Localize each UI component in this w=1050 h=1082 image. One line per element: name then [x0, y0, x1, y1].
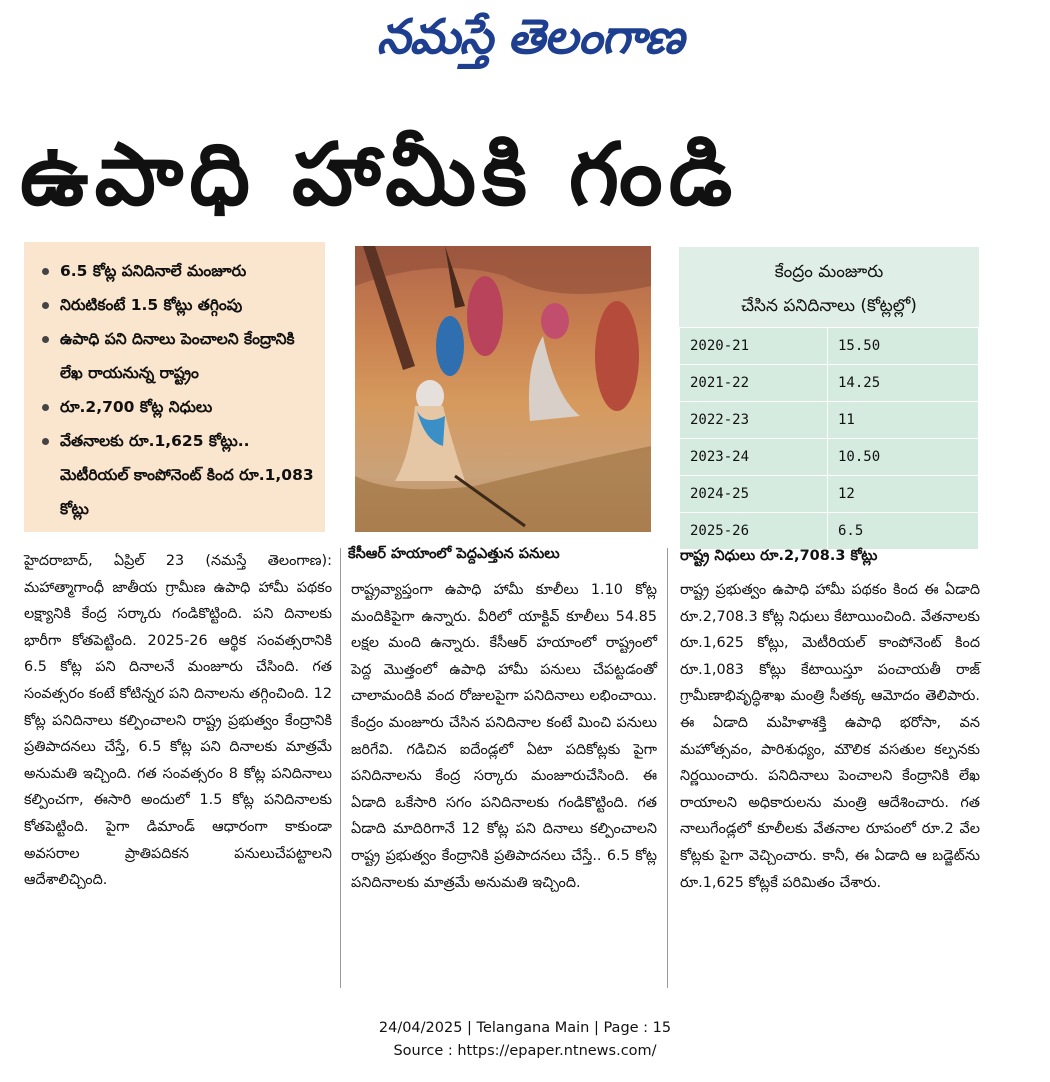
table-row	[680, 439, 979, 476]
value-cell: 11	[828, 402, 979, 439]
year-cell: 2022-23	[680, 402, 828, 439]
table-row	[680, 513, 979, 550]
column-1-text: హైదరాబాద్, ఏప్రిల్ 23 (నమస్తే తెలంగాణ): మహాత్మాగాంధీ జాతీయ గ్రామీణ ఉపాధి హామీ పథకం లక్ష్యానికి కేంద్ర సర్కారు గండికొట్టింది. పని దినాలకు భారీగా కోతపెట్టింది. 2025-26 ఆర్థిక సంవత్సరానికి 6.5 కోట్ల పని దినాలనే మంజూరు చేసింది. గత సంవత్సరం కంటే కోటిన్నర పని దినాలను తగ్గించింది. 12 కోట్ల పనిదినాలు కల్పించాలని రాష్ట్ర ప్రభుత్వం కేంద్రానికి ప్రతిపాదనలు చేస్తే, 6.5 కోట్ల పని దినాలకు మాత్రమే అనుమతి ఇచ్చింది. గత సంవత్సరం 8 కోట్ల పనిదినాలు కల్పించగా, ఈసారి అందులో 1.5 కోట్ల పనిదినాలకు కోతపెట్టింది. పైగా డిమాండ్ ఆధారంగా కాకుండా అవసరాల ప్రాతిపదికన పనులుచేపట్టాలని ఆదేశాలిచ్చింది.	[24, 553, 332, 889]
table-title	[679, 247, 979, 327]
news-photo	[355, 246, 651, 532]
photo-caption: కేసీఆర్ హయాంలో పెద్దఎత్తున పనులు	[348, 546, 560, 562]
highlight-item: ఉపాధి పని దినాలు పెంచాలని కేంద్రానికి లేఖ రాయనున్న రాష్ట్రం	[40, 322, 315, 390]
year-cell: 2021-22	[680, 365, 828, 402]
table-title-line2: చేసిన పనిదినాలు (కోట్లల్లో)	[741, 296, 917, 316]
value-cell: 15.50	[828, 328, 979, 365]
footer-source-line: Source : https://epaper.ntnews.com/	[393, 1043, 657, 1059]
value-cell: 12	[828, 476, 979, 513]
year-cell: 2024-25	[680, 476, 828, 513]
highlight-item: 6.5 కోట్ల పనిదినాలే మంజూరు	[40, 254, 315, 288]
highlight-item: రూ.2,700 కోట్ల నిధులు	[40, 390, 315, 424]
value-cell: 14.25	[828, 365, 979, 402]
year-cell: 2025-26	[680, 513, 828, 550]
article-column-3	[680, 577, 980, 896]
workdays-table-box	[679, 247, 979, 539]
footer-date-line: 24/04/2025 | Telangana Main | Page : 15	[378, 1020, 672, 1036]
workers-illustration	[355, 246, 651, 532]
table-row	[680, 476, 979, 513]
workdays-table	[679, 327, 979, 550]
column-2-text: రాష్ట్రవ్యాప్తంగా ఉపాధి హామీ కూలీలు 1.10 కోట్ల మందికిపైగా ఉన్నారు. వీరిలో యాక్టివ్ కూలీలు 54.85 లక్షల మంది ఉన్నారు. కేసీఆర్ హయాంలో రాష్ట్రంలో పెద్ద మొత్తంలో ఉపాధి హామీ పనులు చేపట్టడంతో చాలామందికి వంద రోజులపైగా పనిదినాలు లభించాయి. కేంద్రం మంజూరు చేసిన పనిదినాల కంటే మించి పనులు జరిగేవి. గడిచిన ఐదేండ్లలో ఏటా పదికోట్లకు పైగా పనిదినాలను కేంద్ర సర్కారు మంజూరుచేసింది. ఈ ఏడాది ఒకేసారి సగం పనిదినాలకు గండికొట్టింది. గత ఏడాది మాదిరిగానే 12 కోట్ల పని దినాలు కల్పించాలని రాష్ట్ర ప్రభుత్వం కేంద్రానికి ప్రతిపాదనలు చేస్తే.. 6.5 కోట్ల పనిదినాలకు మాత్రమే అనుమతి ఇచ్చింది.	[351, 582, 657, 891]
masthead-logo: నమస్తే తెలంగాణ	[376, 9, 684, 65]
table-row	[680, 328, 979, 365]
table-row	[680, 365, 979, 402]
highlight-item: నిరుటికంటే 1.5 కోట్లు తగ్గింపు	[40, 288, 315, 322]
article-column-2	[351, 577, 657, 896]
headline: ఉపాధి హామీకి గండి	[20, 125, 739, 225]
highlight-item: వేతనాలకు రూ.1,625 కోట్లు.. మెటీరియల్ కాంపోనెంట్ కింద రూ.1,083 కోట్లు	[40, 424, 315, 526]
table-title-line1: కేంద్రం మంజూరు	[774, 262, 884, 282]
year-cell: 2020-21	[680, 328, 828, 365]
column3-subhead: రాష్ట్ర నిధులు రూ.2,708.3 కోట్లు	[680, 548, 878, 564]
value-cell: 6.5	[828, 513, 979, 550]
column-3-text: రాష్ట్ర ప్రభుత్వం ఉపాధి హామీ పథకం కింద ఈ ఏడాది రూ.2,708.3 కోట్ల నిధులు కేటాయించింది. వేతనాలకు రూ.1,625 కోట్లు, మెటీరియల్ కాంపోనెంట్ కింద రూ.1,083 కోట్లు కేటాయిస్తూ పంచాయతీ రాజ్ గ్రామీణాభివృద్ధిశాఖ మంత్రి సీతక్క ఆమోదం తెలిపారు. ఈ ఏడాది మహిళాశక్తి ఉపాధి భరోసా, వన మహోత్సవం, పారిశుధ్యం, మౌలిక వసతుల కల్పనకు నిర్ణయించారు. పనిదినాలు పెంచాలని కేంద్రానికి లేఖ రాయాలని అధికారులను మంత్రి ఆదేశించారు. గత నాలుగేండ్లలో కూలీలకు వేతనాల రూపంలో రూ.2 వేల కోట్లకు పైగా వెచ్చించారు. కానీ, ఈ ఏడాది ఆ బడ్జెట్‌ను రూ.1,625 కోట్లకే పరిమితం చేశారు.	[680, 582, 980, 891]
table-row	[680, 402, 979, 439]
column-divider	[667, 548, 668, 988]
value-cell: 10.50	[828, 439, 979, 476]
year-cell: 2023-24	[680, 439, 828, 476]
article-column-1	[24, 548, 332, 894]
column-divider	[340, 548, 341, 988]
highlights-box	[24, 242, 325, 532]
